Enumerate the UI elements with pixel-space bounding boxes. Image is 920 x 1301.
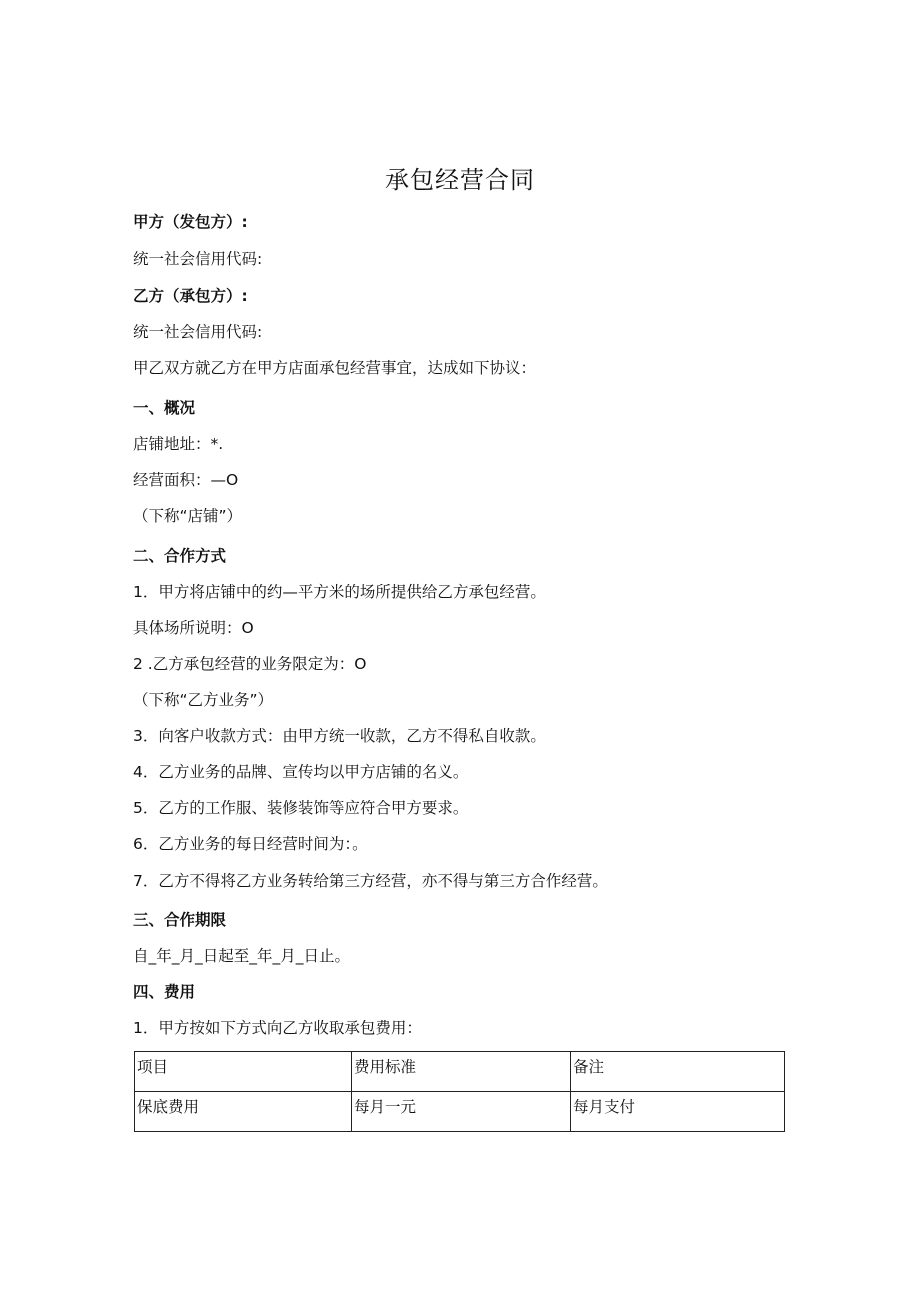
clause-2-3: 3．向客户收款方式：由甲方统一收款，乙方不得私自收款。 — [133, 727, 546, 745]
clause-2-5: 5．乙方的工作服、装修装饰等应符合甲方要求。 — [133, 799, 469, 817]
table-header-cell: 项目 — [135, 1052, 352, 1092]
table-cell: 保底费用 — [135, 1092, 352, 1132]
clause-2-1: 1．甲方将店铺中的约—平方米的场所提供给乙方承包经营。 — [133, 583, 546, 601]
contract-term: 自_年_月_日起至_年_月_日止。 — [133, 947, 351, 965]
section-heading-fees: 四、费用 — [133, 983, 196, 1001]
party-b-credit-code: 统一社会信用代码: — [133, 323, 263, 341]
clause-2-2-alias: （下称“乙方业务”） — [133, 691, 274, 709]
table-header-row — [135, 1052, 785, 1092]
intro-paragraph: 甲乙双方就乙方在甲方店面承包经营事宜，达成如下协议： — [133, 359, 537, 377]
party-b-label: 乙方（承包方）: — [133, 287, 248, 305]
party-a-credit-code: 统一社会信用代码: — [133, 250, 263, 268]
clause-2-2: 2 .乙方承包经营的业务限定为：O — [133, 655, 367, 673]
section-heading-overview: 一、概况 — [133, 399, 196, 417]
party-a-label: 甲方（发包方）: — [133, 213, 248, 231]
clause-2-1-note: 具体场所说明：O — [133, 619, 254, 637]
clause-2-7: 7．乙方不得将乙方业务转给第三方经营，亦不得与第三方合作经营。 — [133, 872, 608, 890]
shop-address: 店铺地址：*. — [133, 435, 224, 453]
table-row — [135, 1092, 785, 1132]
fee-table — [134, 1051, 785, 1132]
table-cell: 每月支付 — [571, 1092, 785, 1132]
section-heading-cooperation: 二、合作方式 — [133, 547, 227, 565]
document-title: 承包经营合同 — [385, 166, 535, 194]
table-cell: 每月一元 — [352, 1092, 571, 1132]
business-area: 经营面积：—O — [133, 471, 239, 489]
clause-2-6: 6．乙方业务的每日经营时间为：。 — [133, 835, 368, 853]
section-heading-term: 三、合作期限 — [133, 911, 227, 929]
clause-4-1: 1．甲方按如下方式向乙方收取承包费用： — [133, 1019, 422, 1037]
table-header-cell: 费用标准 — [352, 1052, 571, 1092]
shop-alias: （下称“店铺”） — [133, 507, 243, 525]
clause-2-4: 4．乙方业务的品牌、宣传均以甲方店铺的名义。 — [133, 763, 469, 781]
table-header-cell: 备注 — [571, 1052, 785, 1092]
